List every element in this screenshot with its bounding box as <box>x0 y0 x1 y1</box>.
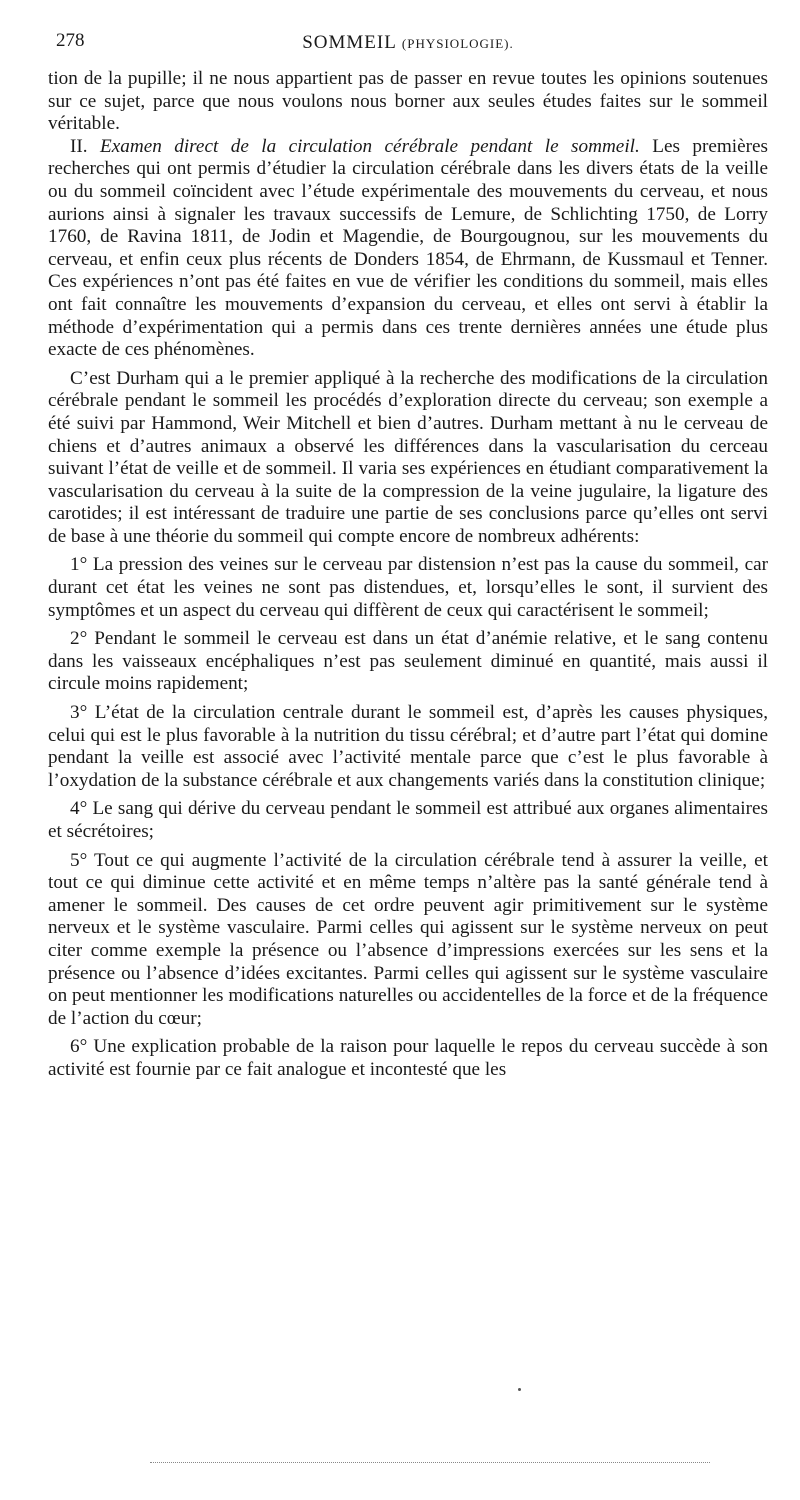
conclusion-item-5: 5° Tout ce qui augmente l’activité de la circulation cérébrale tend à assurer la veille, et tout ce qui diminue cette activité et en même temps n’altère pas la santé générale tend à amener le sommeil. Des causes de cet ordre peuvent agir primitivement sur le système nerveux et le système vasculaire. Parmi celles qui agissent sur le système nerveux on peut citer comme exemple la présence ou l’absence d’impressions exercées sur les sens et la présence ou l’absence d’idées excitantes. Parmi celles qui agissent sur le système vasculaire on peut mentionner les modifications naturelles ou accidentelles de la force et de la fréquence de l’action du cœur; <box>48 849 768 1029</box>
paragraph-continuation: tion de la pupille; il ne nous appartient pas de passer en revue toutes les opinions soutenues sur ce sujet, parce que nous voulons nous borner aux seules études faites sur le sommeil véritable. <box>48 68 768 135</box>
print-speck <box>518 1388 521 1391</box>
paragraph-durham: C’est Durham qui a le premier appliqué à la recherche des modifications de la circulation cérébrale pendant le sommeil les procédés d’exploration directe du cerveau; son exemple a été suivi par Hammond, Weir Mitchell et bien d’autres. Durham mettant à nu le cerveau de chiens et d’autres animaux a observé les différences dans la vascularisation du cerceau suivant l’état de veille et de sommeil. Il varia ses expériences en étudiant comparativement la vascularisation du cerveau à la suite de la compression de la veine jugulaire, la ligature des carotides; il est intéressant de traduire une partie de ses conclusions parce qu’elles ont servi de base à une théorie du sommeil qui compte encore de nombreux adhérents: <box>48 367 768 547</box>
section-title: Examen direct de la circulation cérébrale pendant le sommeil. <box>100 135 640 157</box>
page-number: 278 <box>56 30 85 51</box>
paragraph-section-ii <box>48 136 768 362</box>
conclusion-item-1: 1° La pression des veines sur le cerveau par distension n’est pas la cause du sommeil, car durant cet état les veines ne sont pas distendues, et, lorsqu’elles le sont, il survient des symptômes et un aspect du cerveau qui diffèrent de ceux qui caractérisent le sommeil; <box>48 554 768 621</box>
running-head-title: SOMMEIL <box>302 32 397 53</box>
section-text: Les premières recherches qui ont permis d’étudier la circulation cérébrale dans les divers états de la veille ou du sommeil coïncident avec l’étude expérimentale des mouvements du cerveau, et nous aurions ainsi à signaler les travaux successifs de Lemure, de Schlichting 1750, de Lorry 1760, de Ravina 1811, de Jodin et Magendie, de Bourgougnou, sur les mouvements du cerveau, et enfin ceux plus récents de Donders 1854, de Ehrmann, de Kussmaul et Tenner. Ces expériences n’ont pas été faites en vue de vérifier les conditions du sommeil, mais elles ont fait connaître les mouvements d’expansion du cerveau, et elles ont servi à établir la méthode d’expérimentation qui a permis dans ces trente dernières années une étude plus exacte de ces phénomènes. <box>48 135 769 361</box>
section-number: II. <box>70 135 88 157</box>
running-head <box>48 32 768 54</box>
conclusion-item-3: 3° L’état de la circulation centrale durant le sommeil est, d’après les causes physiques, celui qui est le plus favorable à la nutrition du tissu cérébral; et d’autre part l’état qui domine pendant la veille est associé avec l’activité mentale parce que c’est le plus favorable à l’oxydation de la substance cérébrale et aux changements variés dans la constitution clinique; <box>48 702 768 791</box>
document-page <box>48 28 768 1082</box>
conclusion-item-2: 2° Pendant le sommeil le cerveau est dans un état d’anémie relative, et le sang contenu dans les vaisseaux encéphaliques n’est pas seulement diminué en quantité, mais aussi il circule moins rapidement; <box>48 628 768 695</box>
body-text <box>48 68 768 1082</box>
page-header <box>48 28 768 68</box>
running-head-subtitle: (PHYSIOLOGIE). <box>401 36 514 51</box>
footer-bleed-through <box>150 1462 710 1465</box>
conclusion-item-4: 4° Le sang qui dérive du cerveau pendant le sommeil est attribué aux organes alimentaires et sécrétoires; <box>48 798 768 842</box>
conclusion-item-6: 6° Une explication probable de la raison pour laquelle le repos du cerveau succède à son activité est fournie par ce fait analogue et incontesté que les <box>48 1036 768 1080</box>
